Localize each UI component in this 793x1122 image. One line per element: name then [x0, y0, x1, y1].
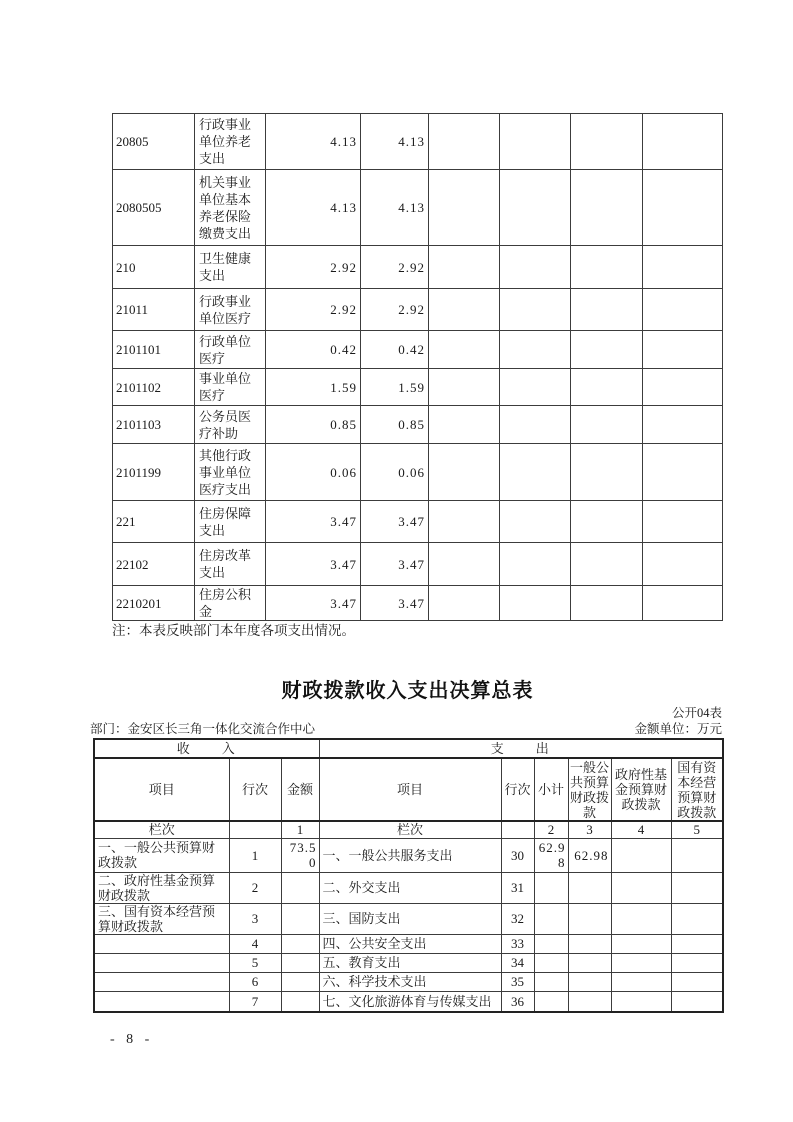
- amount-cell: 2.92: [266, 289, 361, 331]
- empty-cell: [229, 821, 281, 838]
- empty-cell: [643, 501, 723, 543]
- amount-cell: 2.92: [266, 246, 361, 289]
- lanci-cell: 栏次: [94, 821, 229, 838]
- name-cell: 住房公积金: [195, 586, 266, 621]
- column-number: 5: [671, 821, 723, 838]
- empty-cell: [429, 114, 500, 170]
- empty-cell: [571, 331, 643, 369]
- amount-cell: [671, 872, 723, 903]
- table-row: [94, 838, 723, 872]
- income-line-header: 行次: [229, 758, 281, 821]
- amount-cell: 3.47: [266, 586, 361, 621]
- empty-cell: [643, 586, 723, 621]
- name-cell: 行政单位医疗: [195, 331, 266, 369]
- subtotal-cell: 62.98: [534, 838, 568, 872]
- amount-cell: 4.13: [266, 114, 361, 170]
- table-row: [94, 991, 723, 1012]
- amount-cell: [281, 872, 319, 903]
- amount-cell: 4.13: [266, 170, 361, 246]
- code-cell: 2101102: [113, 369, 195, 406]
- code-cell: 221: [113, 501, 195, 543]
- table-note: 注：本表反映部门本年度各项支出情况。: [112, 623, 355, 638]
- subtotal-cell: [534, 972, 568, 991]
- column-number: 2: [534, 821, 568, 838]
- amount-cell: [671, 934, 723, 953]
- amount-cell: 3.47: [266, 543, 361, 586]
- amount-cell: 62.98: [568, 838, 611, 872]
- amount-cell: 4.13: [361, 114, 429, 170]
- name-cell: 其他行政事业单位医疗支出: [195, 444, 266, 501]
- amount-cell: 3.47: [361, 586, 429, 621]
- table-row: [94, 934, 723, 953]
- amount-cell: [281, 934, 319, 953]
- name-cell: 卫生健康支出: [195, 246, 266, 289]
- amount-cell: [568, 972, 611, 991]
- line-no-cell: 31: [501, 872, 534, 903]
- amount-cell: [671, 972, 723, 991]
- empty-cell: [571, 114, 643, 170]
- form-number: 公开04表: [671, 706, 722, 720]
- amount-cell: 73.50: [281, 838, 319, 872]
- expenditure-section-header: 支 出: [319, 739, 723, 758]
- empty-cell: [429, 501, 500, 543]
- expenditure-item-cell: 二、外交支出: [319, 872, 501, 903]
- amount-cell: 3.47: [361, 543, 429, 586]
- column-number: 4: [611, 821, 671, 838]
- line-no-cell: 2: [229, 872, 281, 903]
- name-cell: 行政事业单位医疗: [195, 289, 266, 331]
- page-title: 财政拨款收入支出决算总表: [281, 680, 534, 702]
- empty-cell: [571, 444, 643, 501]
- code-cell: 2101199: [113, 444, 195, 501]
- line-no-cell: 34: [501, 953, 534, 972]
- column-header-row: [94, 758, 723, 821]
- empty-cell: [571, 369, 643, 406]
- empty-cell: [643, 406, 723, 444]
- subtotal-header: 小计: [534, 758, 568, 821]
- code-cell: 2210201: [113, 586, 195, 621]
- income-item-cell: [94, 953, 229, 972]
- name-cell: 机关事业单位基本养老保险缴费支出: [195, 170, 266, 246]
- code-cell: 2080505: [113, 170, 195, 246]
- line-no-cell: 4: [229, 934, 281, 953]
- amount-cell: 0.06: [266, 444, 361, 501]
- empty-cell: [500, 543, 571, 586]
- empty-cell: [643, 170, 723, 246]
- expenditure-item-cell: 四、公共安全支出: [319, 934, 501, 953]
- empty-cell: [500, 170, 571, 246]
- empty-cell: [500, 369, 571, 406]
- expenditure-item-cell: 六、科学技术支出: [319, 972, 501, 991]
- empty-cell: [429, 289, 500, 331]
- name-cell: 住房保障支出: [195, 501, 266, 543]
- line-no-cell: 5: [229, 953, 281, 972]
- empty-cell: [429, 369, 500, 406]
- line-no-cell: 6: [229, 972, 281, 991]
- table-row: [94, 903, 723, 934]
- income-section-header: 收 入: [94, 739, 319, 758]
- subtotal-cell: [534, 991, 568, 1012]
- empty-cell: [643, 369, 723, 406]
- empty-cell: [500, 246, 571, 289]
- empty-cell: [643, 246, 723, 289]
- income-item-cell: [94, 972, 229, 991]
- amount-cell: [281, 991, 319, 1012]
- amount-cell: [671, 838, 723, 872]
- name-cell: 公务员医疗补助: [195, 406, 266, 444]
- expenditure-item-header: 项目: [319, 758, 501, 821]
- table-row: [94, 972, 723, 991]
- subtotal-cell: [534, 934, 568, 953]
- amount-cell: [611, 991, 671, 1012]
- amount-cell: 4.13: [361, 170, 429, 246]
- empty-cell: [571, 246, 643, 289]
- expenditure-line-header: 行次: [501, 758, 534, 821]
- expenditure-detail-table: [112, 113, 723, 621]
- amount-cell: [611, 972, 671, 991]
- empty-cell: [500, 289, 571, 331]
- income-item-header: 项目: [94, 758, 229, 821]
- amount-cell: [671, 953, 723, 972]
- unit-label: 金额单位：万元: [634, 722, 722, 736]
- line-no-cell: 32: [501, 903, 534, 934]
- subtotal-cell: [534, 903, 568, 934]
- code-cell: 22102: [113, 543, 195, 586]
- line-no-cell: 7: [229, 991, 281, 1012]
- line-no-cell: 3: [229, 903, 281, 934]
- code-cell: 2101103: [113, 406, 195, 444]
- table-row: [94, 872, 723, 903]
- amount-cell: [611, 872, 671, 903]
- empty-cell: [429, 246, 500, 289]
- amount-cell: 0.42: [361, 331, 429, 369]
- code-cell: 21011: [113, 289, 195, 331]
- empty-cell: [571, 501, 643, 543]
- table-row: [113, 369, 723, 406]
- table-row: [113, 289, 723, 331]
- amount-cell: [568, 991, 611, 1012]
- state-capital-header: 国有资本经营预算财政拨款: [671, 758, 723, 821]
- empty-cell: [429, 543, 500, 586]
- amount-cell: [281, 972, 319, 991]
- table-meta-row: [90, 719, 722, 737]
- amount-cell: 1.59: [361, 369, 429, 406]
- empty-cell: [643, 114, 723, 170]
- empty-cell: [571, 289, 643, 331]
- gov-fund-header: 政府性基金预算财政拨款: [611, 758, 671, 821]
- empty-cell: [643, 543, 723, 586]
- expenditure-item-cell: 七、文化旅游体育与传媒支出: [319, 991, 501, 1012]
- amount-cell: 0.85: [361, 406, 429, 444]
- empty-cell: [500, 406, 571, 444]
- amount-cell: [281, 903, 319, 934]
- code-cell: 2101101: [113, 331, 195, 369]
- empty-cell: [429, 331, 500, 369]
- amount-cell: [281, 953, 319, 972]
- empty-cell: [571, 586, 643, 621]
- empty-cell: [643, 289, 723, 331]
- name-cell: 行政事业单位养老支出: [195, 114, 266, 170]
- income-item-cell: [94, 991, 229, 1012]
- empty-cell: [500, 331, 571, 369]
- general-budget-header: 一般公共预算财政拨款: [569, 759, 609, 820]
- income-item-cell: 三、国有资本经营预算财政拨款: [94, 903, 229, 934]
- empty-cell: [501, 821, 534, 838]
- empty-cell: [571, 406, 643, 444]
- empty-cell: [571, 170, 643, 246]
- amount-cell: 2.92: [361, 246, 429, 289]
- expenditure-item-cell: 五、教育支出: [319, 953, 501, 972]
- amount-cell: [611, 838, 671, 872]
- empty-cell: [500, 114, 571, 170]
- subtotal-cell: [534, 872, 568, 903]
- table-row: [113, 170, 723, 246]
- amount-cell: [568, 953, 611, 972]
- column-number: 3: [568, 821, 611, 838]
- income-item-cell: [94, 934, 229, 953]
- empty-cell: [429, 444, 500, 501]
- empty-cell: [429, 406, 500, 444]
- table-row: [113, 586, 723, 621]
- name-cell: 事业单位医疗: [195, 369, 266, 406]
- column-index-row: [94, 821, 723, 838]
- empty-cell: [500, 444, 571, 501]
- page-number: - 8 -: [110, 1032, 154, 1047]
- empty-cell: [429, 170, 500, 246]
- amount-cell: 3.47: [361, 501, 429, 543]
- table-row: [113, 406, 723, 444]
- amount-cell: 0.42: [266, 331, 361, 369]
- line-no-cell: 33: [501, 934, 534, 953]
- department-label: 部门：金安区长三角一体化交流合作中心: [90, 722, 316, 736]
- table-row: [113, 246, 723, 289]
- empty-cell: [429, 586, 500, 621]
- amount-cell: [611, 953, 671, 972]
- empty-cell: [643, 444, 723, 501]
- name-cell: 住房改革支出: [195, 543, 266, 586]
- amount-cell: 1.59: [266, 369, 361, 406]
- income-amount-header: 金额: [281, 758, 319, 821]
- amount-cell: [611, 934, 671, 953]
- table-row: [113, 331, 723, 369]
- table-row: [113, 501, 723, 543]
- table-row: [113, 114, 723, 170]
- table-row: [113, 543, 723, 586]
- table-row: [113, 444, 723, 501]
- expenditure-item-cell: 三、国防支出: [319, 903, 501, 934]
- empty-cell: [571, 543, 643, 586]
- line-no-cell: 36: [501, 991, 534, 1012]
- amount-cell: 0.85: [266, 406, 361, 444]
- line-no-cell: 1: [229, 838, 281, 872]
- amount-cell: 0.06: [361, 444, 429, 501]
- income-item-cell: 一、一般公共预算财政拨款: [94, 838, 229, 872]
- amount-cell: [568, 872, 611, 903]
- summary-table: [93, 738, 724, 1013]
- column-number: 1: [281, 821, 319, 838]
- code-cell: 20805: [113, 114, 195, 170]
- lanci-cell: 栏次: [319, 821, 501, 838]
- amount-cell: [568, 903, 611, 934]
- subtotal-cell: [534, 953, 568, 972]
- income-item-cell: 二、政府性基金预算财政拨款: [94, 872, 229, 903]
- amount-cell: [568, 934, 611, 953]
- code-cell: 210: [113, 246, 195, 289]
- section-header-row: [94, 739, 723, 758]
- amount-cell: [671, 903, 723, 934]
- empty-cell: [500, 586, 571, 621]
- empty-cell: [643, 331, 723, 369]
- amount-cell: [611, 903, 671, 934]
- amount-cell: [671, 991, 723, 1012]
- line-no-cell: 35: [501, 972, 534, 991]
- empty-cell: [500, 501, 571, 543]
- expenditure-item-cell: 一、一般公共服务支出: [319, 838, 501, 872]
- amount-cell: 3.47: [266, 501, 361, 543]
- line-no-cell: 30: [501, 838, 534, 872]
- table-row: [94, 953, 723, 972]
- amount-cell: 2.92: [361, 289, 429, 331]
